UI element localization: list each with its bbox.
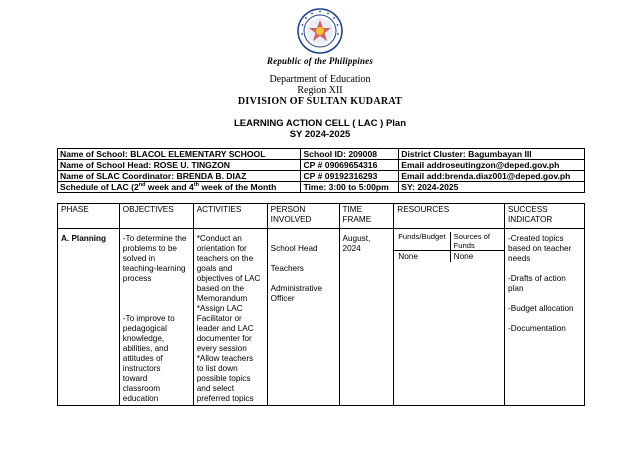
- lac-schedule: Schedule of LAC (2nd week and 4th week of the Month: [58, 182, 301, 193]
- coordinator-email: Email add:brenda.diaz001@deped.gov.ph: [399, 171, 585, 182]
- school-id: School ID: 209008: [301, 149, 399, 160]
- lac-plan-table: [57, 203, 585, 406]
- sources-of-funds-label: Sources of Funds: [450, 232, 504, 251]
- lac-school-year: SY: 2024-2025: [399, 182, 585, 193]
- header-person-involved: PERSON INVOLVED: [267, 204, 339, 229]
- division-heading: DIVISION OF SULTAN KUDARAT: [237, 96, 403, 107]
- header-time-frame: TIME FRAME: [339, 204, 394, 229]
- objectives-cell: -To determine the problems to be solved in teaching-learning process -To improve to pedagogical knowledge, abilities, and attitudes of instructors toward classroom education: [119, 229, 193, 406]
- success-indicator-cell: -Created topics based on teacher needs -Drafts of action plan -Budget allocation -Documentation: [505, 229, 585, 406]
- school-head-name: Name of School Head: ROSE U. TINGZON: [58, 160, 301, 171]
- info-row-school: [58, 149, 585, 160]
- header-activities: ACTIVITIES: [193, 204, 267, 229]
- school-name: Name of School: BLACOL ELEMENTARY SCHOOL: [58, 149, 301, 160]
- funds-budget-label: Funds/Budget: [394, 232, 450, 251]
- region-heading: Region XII: [297, 85, 343, 96]
- coordinator-name: Name of SLAC Coordinator: BRENDA B. DIAZ: [58, 171, 301, 182]
- funds-budget-value: None: [394, 251, 450, 263]
- school-head-email: Email addroseutingzon@deped.gov.ph: [399, 160, 585, 171]
- activities-cell: *Conduct an orientation for teachers on the goals and objectives of LAC based on the Memorandum *Assign LAC Facilitator or leader and LAC documenter for every session *Allow teachers to list down possible topics and select preferred topics: [193, 229, 267, 406]
- info-row-head: [58, 160, 585, 171]
- lac-time: Time: 3:00 to 5:00pm: [301, 182, 399, 193]
- sources-of-funds-value: None: [453, 252, 474, 261]
- school-info-table: [57, 148, 585, 193]
- resources-cell: [394, 229, 505, 406]
- coordinator-cp: CP # 09192316293: [301, 171, 399, 182]
- table-row: [58, 229, 585, 406]
- plan-title: LEARNING ACTION CELL ( LAC ) Plan: [233, 118, 407, 129]
- school-head-cp: CP # 09069654316: [301, 160, 399, 171]
- header-resources: RESOURCES: [394, 204, 505, 229]
- republic-heading: Republic of the Philippines: [266, 56, 374, 66]
- department-heading: Department of Education: [269, 74, 371, 85]
- plan-school-year: SY 2024-2025: [289, 129, 351, 140]
- table-header-row: [58, 204, 585, 229]
- header-objectives: OBJECTIVES: [119, 204, 193, 229]
- resources-subtable: [394, 232, 504, 262]
- info-row-schedule: [58, 182, 585, 193]
- persons-involved-cell: School Head Teachers Administrative Officer: [267, 229, 339, 406]
- district-cluster: District Cluster: Bagumbayan III: [399, 149, 585, 160]
- phase-cell: A. Planning: [58, 229, 120, 406]
- deped-seal-icon: [297, 8, 343, 54]
- header-success-indicator: SUCCESS INDICATOR: [505, 204, 585, 229]
- info-row-coordinator: [58, 171, 585, 182]
- header-phase: PHASE: [58, 204, 120, 229]
- time-frame-cell: August, 2024: [339, 229, 394, 406]
